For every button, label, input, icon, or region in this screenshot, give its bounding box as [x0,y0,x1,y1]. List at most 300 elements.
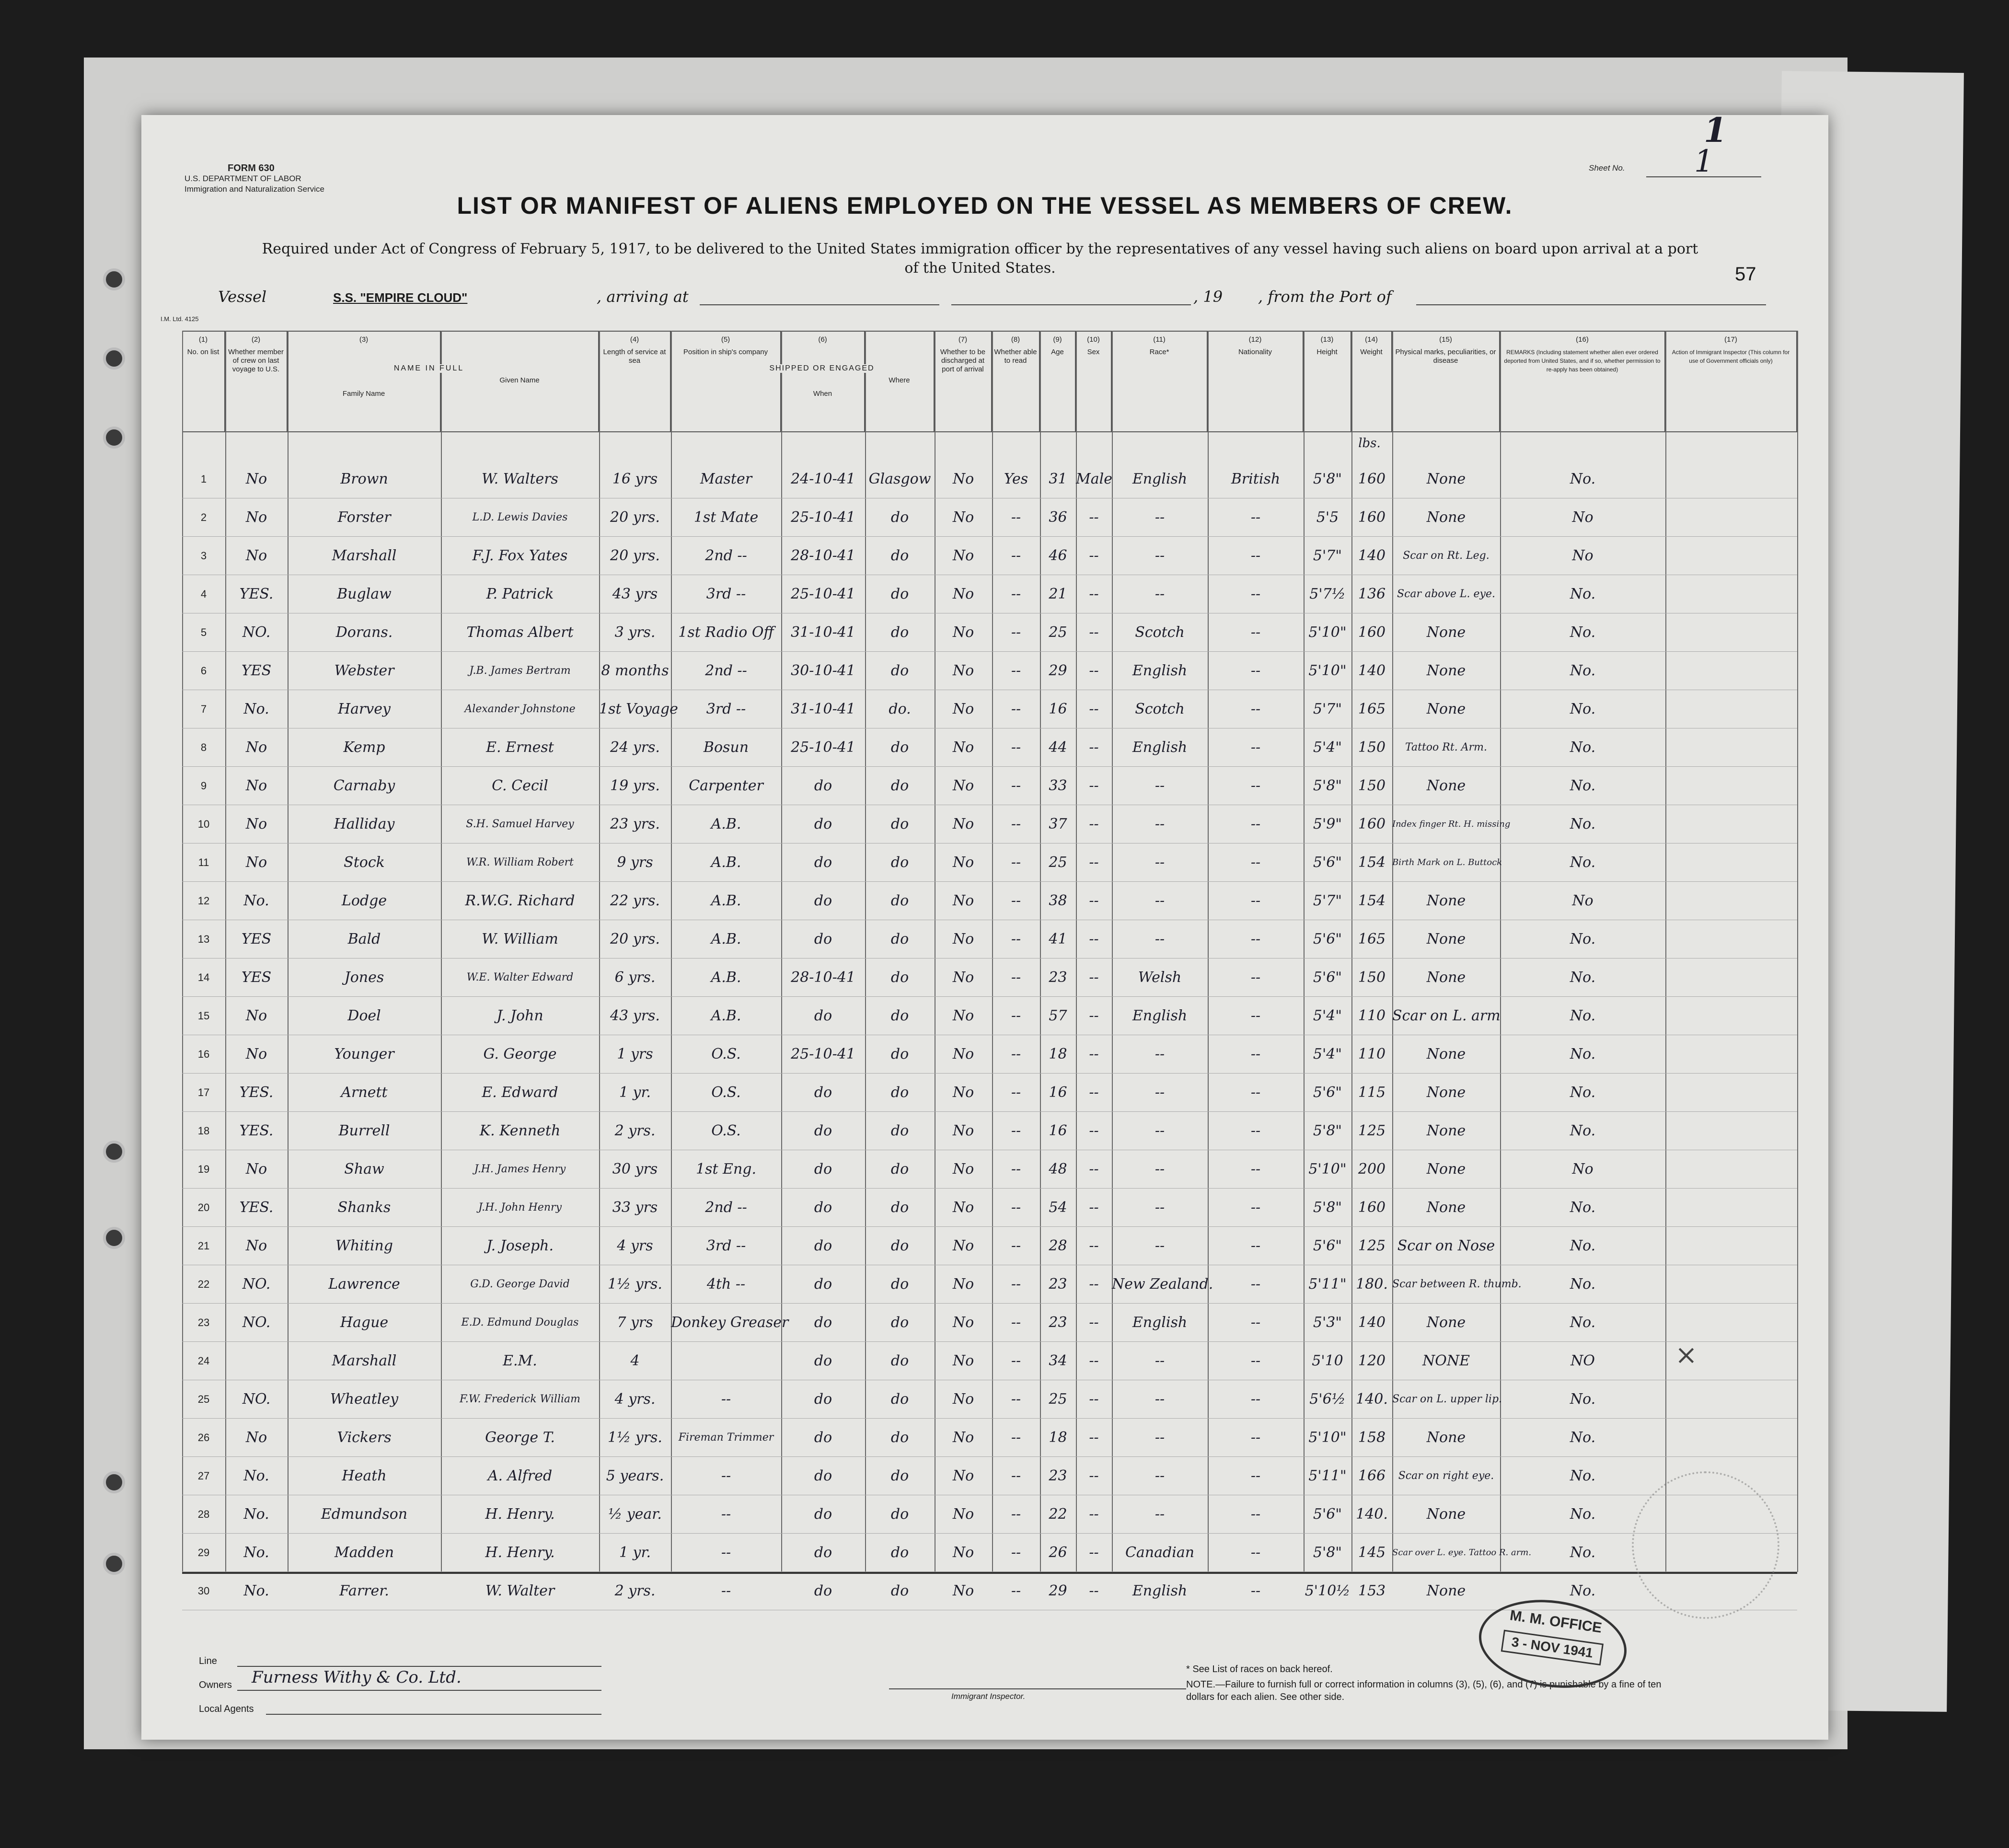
col-weight-cell: 180. [1356,1276,1388,1293]
col-marks-cell: Scar on L. arm [1392,1007,1501,1024]
col-race-cell: -- [1155,509,1165,526]
table-row [182,959,1797,997]
owners-label: Owners [199,1680,232,1690]
header-column-number: (13) [1320,335,1334,344]
col-service-cell: 7 yrs [617,1314,653,1331]
col-service-cell: 43 yrs [612,586,658,602]
col-when-cell: do [814,1314,832,1331]
col-read-cell: -- [1011,1237,1021,1254]
header-column-number: (5) [721,335,730,344]
col-weight-cell: 160 [1358,471,1386,487]
col-weight-cell: 145 [1358,1544,1386,1561]
col-service-cell: 1 yr. [619,1544,651,1561]
col-discharged-cell: No [952,1544,974,1561]
col-service-cell: 20 yrs. [610,931,660,947]
col-service-cell: 1½ yrs. [608,1429,662,1446]
header-col-when [781,331,865,431]
header-col-read [992,331,1040,431]
col-discharged-cell: No [952,1199,974,1216]
header-col-sex [1076,331,1112,431]
col-no-cell: 2 [200,511,207,523]
col-sex-cell: -- [1089,1084,1099,1101]
col-remarks-cell: No. [1570,1237,1596,1254]
col-no-cell: 22 [197,1278,210,1290]
col-nationality-cell: -- [1250,777,1261,794]
col-race-cell: English [1132,1582,1188,1599]
col-family-name-cell: Hague [340,1314,389,1331]
col-sex-cell: -- [1089,1046,1099,1063]
col-remarks-cell: No. [1570,1391,1596,1408]
header-column-label: Position in ship's company [683,348,768,356]
col-given-name-cell: E.D. Edmund Douglas [461,1317,579,1328]
header-column-label: Given Name [499,376,540,384]
col-position-cell: -- [721,1391,731,1408]
col-age-cell: 29 [1049,662,1067,679]
col-marks-cell: Tattoo Rt. Arm. [1405,741,1487,753]
col-prior-voyage-cell: YES [241,931,272,947]
col-discharged-cell: No [952,892,974,909]
col-sex-cell: -- [1089,701,1099,717]
col-position-cell: O.S. [711,1046,741,1063]
col-family-name-cell: Stock [344,854,385,871]
col-prior-voyage-cell: No [245,1237,267,1254]
col-age-cell: 22 [1049,1506,1067,1523]
header-col-family-name [288,331,441,431]
col-discharged-cell: No [952,1352,974,1369]
header-column-label: Age [1051,348,1064,356]
header-column-label: Family Name [342,390,385,398]
group-shipped-or-engaged: SHIPPED OR ENGAGED [745,364,899,373]
col-position-cell: 3rd -- [706,1237,746,1254]
col-nationality-cell: -- [1250,1237,1261,1254]
col-family-name-cell: Dorans. [335,624,393,641]
col-prior-voyage-cell: No [245,816,267,832]
col-position-cell: 2nd -- [705,1199,747,1216]
col-nationality-cell: -- [1250,892,1261,909]
from-port-label: , from the Port of [1258,288,1392,306]
table-row [182,575,1797,613]
col-service-cell: 1 yrs [617,1046,653,1063]
col-where-cell: do [890,547,909,564]
year-label: , 19 [1193,288,1223,306]
col-given-name-cell: J. John [496,1007,543,1024]
col-where-cell: do [890,1314,909,1331]
col-given-name-cell: H. Henry. [485,1506,555,1523]
col-discharged-cell: No [952,1122,974,1139]
col-age-cell: 34 [1049,1352,1067,1369]
col-remarks-cell: No. [1570,1122,1596,1139]
table-row [182,1227,1797,1265]
col-remarks-cell: No. [1570,816,1596,832]
table-row [182,843,1797,882]
col-sex-cell: -- [1089,586,1099,602]
col-prior-voyage-cell: No. [243,1582,269,1599]
col-prior-voyage-cell: No [245,1161,267,1178]
col-read-cell: -- [1011,701,1021,717]
table-row [182,767,1797,805]
col-where-cell: do [890,1391,909,1408]
service: Immigration and Naturalization Service [185,185,324,194]
table-row [182,805,1797,843]
col-weight-cell: 110 [1358,1046,1386,1063]
col-no-cell: 19 [197,1163,210,1175]
col-where-cell: do [890,509,909,526]
col-age-cell: 23 [1049,1467,1067,1484]
owners-value: Furness Withy & Co. Ltd. [252,1668,462,1687]
manifest-page [141,110,1828,1740]
col-height-cell: 5'10 [1312,1352,1343,1369]
col-age-cell: 21 [1049,586,1067,602]
col-where-cell: do [890,816,909,832]
col-sex-cell: -- [1089,1391,1099,1408]
col-remarks-cell: No. [1570,931,1596,947]
arriving-label: , arriving at [597,288,689,306]
col-prior-voyage-cell: NO. [242,1276,271,1293]
col-given-name-cell: H. Henry. [485,1544,555,1561]
col-read-cell: -- [1011,1352,1021,1369]
col-position-cell: 1st Radio Off [678,624,774,641]
col-marks-cell: None [1426,1582,1466,1599]
col-race-cell: -- [1155,854,1165,871]
page-title: LIST OR MANIFEST OF ALIENS EMPLOYED ON THE VESSEL AS MEMBERS OF CREW. [457,192,1513,219]
table-row [182,537,1797,575]
col-nationality-cell: -- [1250,1161,1261,1178]
col-when-cell: 25-10-41 [791,1046,855,1063]
col-read-cell: -- [1011,1314,1021,1331]
col-where-cell: do [890,1199,909,1216]
col-marks-cell: None [1426,1084,1466,1101]
header-column-number: (3) [359,335,369,344]
col-discharged-cell: No [952,1467,974,1484]
header-column-label: Length of service at sea [603,348,666,365]
col-no-cell: 18 [197,1125,210,1137]
col-weight-cell: 120 [1358,1352,1386,1369]
col-when-cell: 31-10-41 [791,701,855,717]
col-service-cell: 19 yrs. [610,777,660,794]
col-family-name-cell: Buglaw [337,586,392,602]
col-remarks-cell: No [1572,892,1593,909]
col-service-cell: ½ year. [608,1506,662,1523]
binder-hole [103,347,125,370]
col-given-name-cell: S.H. Samuel Harvey [466,818,574,830]
col-position-cell: A.B. [711,1007,741,1024]
col-position-cell: O.S. [711,1122,741,1139]
col-position-cell: -- [721,1582,731,1599]
col-discharged-cell: No [952,1314,974,1331]
col-discharged-cell: No [952,624,974,641]
col-nationality-cell: -- [1250,662,1261,679]
col-age-cell: 31 [1049,471,1067,487]
col-when-cell: do [814,1161,832,1178]
form-header [185,163,324,195]
col-race-cell: -- [1155,1506,1165,1523]
col-no-cell: 21 [197,1240,210,1252]
col-nationality-cell: -- [1250,1582,1261,1599]
col-height-cell: 5'4" [1313,739,1342,756]
col-when-cell: do [814,1199,832,1216]
table-row [182,1150,1797,1189]
col-race-cell: -- [1155,777,1165,794]
owners-underline [237,1676,601,1691]
header-column-number: (1) [198,335,208,344]
col-read-cell: -- [1011,854,1021,871]
col-remarks-cell: No. [1570,1314,1596,1331]
col-race-cell: -- [1155,931,1165,947]
col-family-name-cell: Brown [340,471,388,487]
col-marks-cell: Index finger Rt. H. missing [1392,819,1511,829]
col-family-name-cell: Vickers [337,1429,392,1446]
col-discharged-cell: No [952,816,974,832]
col-discharged-cell: No [952,586,974,602]
col-prior-voyage-cell: No. [243,1544,269,1561]
col-weight-cell: 125 [1358,1122,1386,1139]
col-service-cell: 2 yrs. [614,1582,656,1599]
col-discharged-cell: No [952,854,974,871]
col-nationality-cell: -- [1250,1276,1261,1293]
col-age-cell: 25 [1049,1391,1067,1408]
col-where-cell: do [890,662,909,679]
col-weight-cell: 160 [1358,509,1386,526]
col-sex-cell: -- [1089,1276,1099,1293]
header-col-action [1665,331,1797,431]
col-no-cell: 17 [197,1086,210,1098]
col-sex-cell: -- [1089,509,1099,526]
col-weight-cell: 154 [1358,892,1386,909]
col-sex-cell: -- [1089,739,1099,756]
col-remarks-cell: NO [1570,1352,1595,1369]
col-prior-voyage-cell: YES. [239,586,274,602]
col-service-cell: 9 yrs [617,854,653,871]
col-given-name-cell: J.B. James Bertram [469,665,571,677]
col-given-name-cell: J.H. James Henry [474,1163,566,1175]
col-service-cell: 6 yrs. [614,969,656,986]
col-sex-cell: -- [1089,1429,1099,1446]
col-discharged-cell: No [952,662,974,679]
inspector-label: Immigrant Inspector. [951,1692,1026,1701]
col-family-name-cell: Whiting [335,1237,393,1254]
col-weight-cell: 160 [1358,816,1386,832]
col-given-name-cell: L.D. Lewis Davies [472,511,568,523]
col-age-cell: 16 [1049,1122,1067,1139]
col-read-cell: -- [1011,1122,1021,1139]
col-discharged-cell: No [952,1046,974,1063]
col-age-cell: 23 [1049,969,1067,986]
col-given-name-cell: C. Cecil [492,777,548,794]
col-when-cell: do [814,1276,832,1293]
col-height-cell: 5'9" [1313,816,1342,832]
col-age-cell: 28 [1049,1237,1067,1254]
col-prior-voyage-cell: YES. [239,1122,274,1139]
col-marks-cell: None [1426,1161,1466,1178]
col-age-cell: 41 [1049,931,1067,947]
col-height-cell: 5'6" [1313,969,1342,986]
col-family-name-cell: Kemp [343,739,385,756]
col-nationality-cell: -- [1250,739,1261,756]
col-race-cell: -- [1155,816,1165,832]
col-when-cell: do [814,1506,832,1523]
binder-hole [103,1141,125,1163]
col-prior-voyage-cell [225,1342,288,1380]
col-discharged-cell: No [952,739,974,756]
col-nationality-cell: -- [1250,624,1261,641]
table-row [182,460,1797,498]
header-col-marks [1392,331,1500,431]
col-nationality-cell: -- [1250,1352,1261,1369]
col-read-cell: -- [1011,1007,1021,1024]
col-when-cell: do [814,931,832,947]
col-remarks-cell: No [1572,547,1593,564]
col-service-cell: 30 yrs [612,1161,658,1178]
header-column-label: Whether member of crew on last voyage to U.S. [228,348,284,373]
col-weight-cell: 160 [1358,1199,1386,1216]
col-discharged-cell: No [952,1582,974,1599]
col-no-cell: 26 [197,1432,210,1444]
col-remarks-cell: No. [1570,1084,1596,1101]
col-position-cell: 1st Mate [693,509,759,526]
col-where-cell: do [890,1237,909,1254]
col-discharged-cell: No [952,509,974,526]
col-given-name-cell: George T. [485,1429,555,1446]
col-given-name-cell: F.W. Frederick William [459,1393,581,1405]
col-prior-voyage-cell: No [245,547,267,564]
col-no-cell: 20 [197,1201,210,1213]
col-given-name-cell: W.E. Walter Edward [466,971,574,983]
col-nationality-cell: -- [1250,931,1261,947]
col-sex-cell: -- [1089,969,1099,986]
col-weight-cell: 115 [1358,1084,1386,1101]
race-note: * See List of races on back hereof. [1186,1664,1333,1675]
col-no-cell: 14 [197,971,210,983]
faint-seal [1632,1471,1779,1619]
col-race-cell: English [1132,1314,1188,1331]
col-family-name-cell: Marshall [332,547,397,564]
col-sex-cell: -- [1089,1582,1099,1599]
col-marks-cell: None [1426,662,1466,679]
sheet-number: 1 [1694,144,1714,179]
col-weight-cell: 154 [1358,854,1386,871]
header-column-number: (6) [818,335,827,344]
weight-unit: lbs. [1358,436,1381,450]
col-race-cell: -- [1155,1122,1165,1139]
col-remarks-cell: No. [1570,1544,1596,1561]
col-family-name-cell: Jones [344,969,384,986]
col-height-cell: 5'7" [1313,892,1342,909]
page-number: 57 [1735,264,1756,285]
col-prior-voyage-cell: No [245,509,267,526]
col-remarks-cell: No. [1570,1429,1596,1446]
col-when-cell: do [814,1352,832,1369]
date-underline [951,290,1191,305]
col-no-cell: 28 [197,1508,210,1520]
col-given-name-cell: K. Kenneth [479,1122,561,1139]
col-race-cell: Canadian [1125,1544,1195,1561]
col-service-cell: 20 yrs. [610,509,660,526]
col-no-cell: 5 [200,626,207,638]
col-sex-cell: Male [1076,471,1112,487]
col-marks-cell: None [1426,1314,1466,1331]
table-row [182,1035,1797,1074]
header-col-remarks [1500,331,1665,431]
stamp-date: 3 - NOV 1941 [1501,1630,1604,1666]
col-position-cell: A.B. [711,931,741,947]
col-where-cell: do [890,1352,909,1369]
col-weight-cell: 140 [1358,662,1386,679]
col-weight-cell: 140 [1358,1314,1386,1331]
header-column-number: (8) [1011,335,1020,344]
col-position-cell: Bosun [703,739,749,756]
col-nationality-cell: -- [1250,1391,1261,1408]
header-column-label: Whether able to read [994,348,1037,365]
col-sex-cell: -- [1089,1161,1099,1178]
col-service-cell: 43 yrs. [610,1007,660,1024]
col-where-cell: do [890,1084,909,1101]
col-family-name-cell: Forster [337,509,391,526]
row-24-cross-mark: × [1675,1340,1697,1371]
header-column-label: Action of Immigrant Inspector (This column for use of Government officials only) [1672,349,1790,364]
col-sex-cell: -- [1089,892,1099,909]
col-given-name-cell: W. Walter [485,1582,555,1599]
department: U.S. DEPARTMENT OF LABOR [185,174,301,183]
col-given-name-cell: R.W.G. Richard [465,892,575,909]
table-row [182,920,1797,959]
col-sex-cell: -- [1089,1122,1099,1139]
col-no-cell: 25 [197,1393,210,1405]
col-position-cell: A.B. [711,816,741,832]
col-remarks-cell: No [1572,509,1593,526]
col-height-cell: 5'11" [1308,1276,1347,1293]
table-row [182,1534,1797,1572]
header-column-label: Where [889,376,910,384]
col-remarks-cell: No. [1570,1467,1596,1484]
header-column-number: (9) [1053,335,1062,344]
col-service-cell: 4 [630,1352,640,1369]
col-when-cell: do [814,1544,832,1561]
col-position-cell: -- [721,1544,731,1561]
header-col-prior-voyage [225,331,288,431]
col-family-name-cell: Webster [334,662,394,679]
col-weight-cell: 125 [1358,1237,1386,1254]
col-discharged-cell: No [952,931,974,947]
col-age-cell: 18 [1049,1046,1067,1063]
col-no-cell: 30 [197,1585,210,1597]
col-prior-voyage-cell: NO. [242,1391,271,1408]
col-sex-cell: -- [1089,1237,1099,1254]
col-family-name-cell: Halliday [334,816,395,832]
table-row [182,498,1797,537]
col-height-cell: 5'5 [1316,509,1339,526]
col-given-name-cell: F.J. Fox Yates [472,547,568,564]
binder-hole [103,1471,125,1493]
col-height-cell: 5'6" [1313,854,1342,871]
col-prior-voyage-cell: No [245,1429,267,1446]
col-position-cell: 1st Eng. [695,1161,757,1178]
col-marks-cell: None [1426,509,1466,526]
col-service-cell: 33 yrs [612,1199,658,1216]
col-age-cell: 48 [1049,1161,1067,1178]
col-discharged-cell: No [952,1506,974,1523]
header-col-race [1112,331,1208,431]
col-prior-voyage-cell: No [245,1046,267,1063]
col-given-name-cell: E.M. [503,1352,537,1369]
col-remarks-cell: No. [1570,1046,1596,1063]
col-discharged-cell: No [952,1276,974,1293]
col-marks-cell: None [1426,969,1466,986]
col-race-cell: -- [1155,547,1165,564]
col-prior-voyage-cell: No [245,854,267,871]
col-no-cell: 16 [197,1048,210,1060]
col-given-name-cell: E. Ernest [486,739,554,756]
col-weight-cell: 110 [1358,1007,1386,1024]
